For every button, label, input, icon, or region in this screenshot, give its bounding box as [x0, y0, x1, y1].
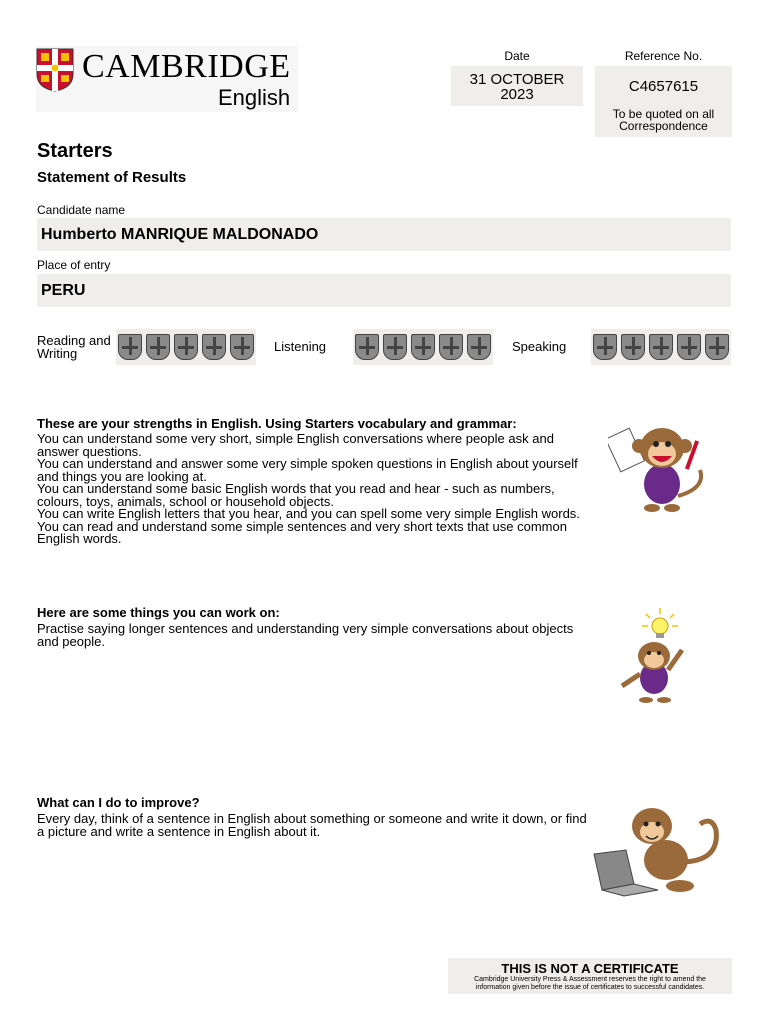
not-certificate-note: Cambridge University Press & Assessment reserves the right to amend the information given before the issue of certificates to successful candidates.	[474, 976, 706, 991]
place-of-entry-box	[37, 274, 731, 307]
strengths-list	[37, 433, 587, 546]
not-certificate-title: THIS IS NOT A CERTIFICATE	[501, 961, 679, 976]
candidate-name-value: Humberto MANRIQUE MALDONADO	[41, 226, 319, 243]
shield-icon	[174, 334, 198, 360]
shield-icon	[230, 334, 254, 360]
date-box	[451, 66, 583, 106]
shield-icon	[649, 334, 673, 360]
reference-label: Reference No.	[624, 49, 703, 63]
shields-listening	[353, 329, 493, 365]
shield-icon	[467, 334, 491, 360]
monkey-writing-illustration	[608, 418, 712, 514]
strength-item: You can understand some basic English words that you read and hear - such as numbers, colours, toys, animals, school or household objects.	[37, 481, 555, 509]
skill-label-listening: Listening	[274, 339, 327, 354]
date-label: Date	[504, 49, 530, 63]
shield-icon	[383, 334, 407, 360]
strength-item: You can understand and answer some very simple spoken questions in English about yourself and things you are looking at.	[37, 456, 578, 484]
improve-text: Every day, think of a sentence in English about something or someone and write it down, or find a picture and write a sentence in English about it.	[37, 811, 587, 839]
strength-item: You can write English letters that you hear, and you can spell some very simple English words.	[37, 506, 580, 521]
strengths-heading: These are your strengths in English. Using Starters vocabulary and grammar:	[37, 416, 517, 431]
statement-title: Statement of Results	[37, 169, 187, 186]
reference-note: To be quoted on all Correspondence	[612, 107, 715, 133]
shield-icon	[439, 334, 463, 360]
strength-item: You can read and understand some simple sentences and very short texts that use common English words.	[37, 518, 567, 546]
place-of-entry-label: Place of entry	[37, 258, 111, 272]
shield-icon	[411, 334, 435, 360]
shield-icon	[593, 334, 617, 360]
shield-icon	[677, 334, 701, 360]
monkey-idea-illustration	[614, 606, 696, 706]
skill-label-speaking: Speaking	[512, 339, 567, 354]
shields-reading-writing	[116, 329, 256, 365]
reference-value: C4657615	[628, 78, 699, 95]
improve-heading: What can I do to improve?	[37, 795, 200, 810]
cambridge-logo	[36, 46, 298, 112]
candidate-name-box	[37, 218, 731, 251]
shield-icon	[621, 334, 645, 360]
exam-title: Starters	[37, 140, 113, 162]
reference-box	[595, 66, 732, 137]
date-value: 31 OCTOBER 2023	[469, 71, 565, 103]
work-on-heading: Here are some things you can work on:	[37, 605, 280, 620]
shields-speaking	[591, 329, 731, 365]
shield-icon	[705, 334, 729, 360]
work-on-text: Practise saying longer sentences and understanding very simple conversations about objects and people.	[37, 621, 574, 649]
shield-icon	[355, 334, 379, 360]
brand-name: CAMBRIDGE	[82, 48, 291, 85]
not-certificate-box	[448, 958, 732, 994]
shield-icon	[118, 334, 142, 360]
shield-icon	[146, 334, 170, 360]
place-of-entry-value: PERU	[41, 282, 86, 299]
cambridge-shield-icon	[36, 48, 74, 92]
strength-item: You can understand some very short, simple English conversations where people ask and answer questions.	[37, 431, 554, 459]
monkey-laptop-illustration	[590, 802, 726, 898]
brand-sub: English	[218, 85, 291, 110]
shield-icon	[202, 334, 226, 360]
candidate-name-label: Candidate name	[37, 203, 126, 217]
skill-label-reading-writing: Reading and Writing	[37, 333, 111, 361]
